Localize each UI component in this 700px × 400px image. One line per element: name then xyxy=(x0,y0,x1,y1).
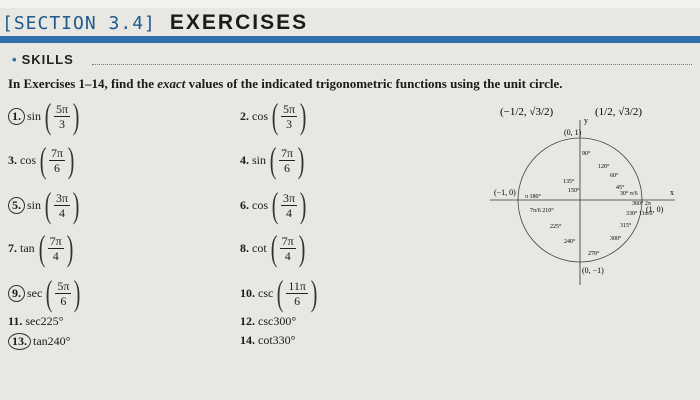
right-paren: ) xyxy=(299,96,307,136)
function-name: sin xyxy=(27,197,42,212)
angle-fraction xyxy=(286,279,308,308)
point-270: (0, −1) xyxy=(582,266,604,275)
numerator: 7π xyxy=(281,233,294,248)
problem-number: 5. xyxy=(8,197,25,214)
left-paren: ( xyxy=(44,96,52,136)
denominator: 4 xyxy=(59,205,66,220)
problem-item xyxy=(8,187,82,223)
right-paren: ) xyxy=(310,273,318,313)
left-paren: ( xyxy=(44,185,52,225)
left-paren: ( xyxy=(277,273,284,313)
function-name: cos xyxy=(252,197,268,212)
angle-fraction xyxy=(281,102,297,131)
function-name: csc xyxy=(258,285,274,300)
numerator: 5π xyxy=(283,101,296,116)
angle-120: 120° xyxy=(598,164,610,170)
problem-item xyxy=(240,333,295,348)
denominator: 6 xyxy=(294,293,301,308)
denominator: 6 xyxy=(60,293,67,308)
problem-expression: sec225° xyxy=(25,314,64,328)
numerator: 5π xyxy=(56,101,69,116)
angle-fraction xyxy=(54,191,70,220)
problem-item xyxy=(240,275,320,311)
problem-number: 13. xyxy=(8,333,31,350)
denominator: 3 xyxy=(59,116,66,131)
problem-number: 7. xyxy=(8,240,17,255)
angle-240: 240° xyxy=(564,239,576,245)
problem-item xyxy=(8,142,77,178)
left-paren: ( xyxy=(38,228,45,268)
page-title: EXERCISES xyxy=(169,11,309,34)
right-paren: ) xyxy=(298,228,306,268)
angle-60: 60° xyxy=(610,173,619,179)
problem-number: 3. xyxy=(8,152,17,167)
angle-fraction xyxy=(281,191,297,220)
numerator: 3π xyxy=(283,190,296,205)
numerator: 7π xyxy=(281,145,294,160)
angle-fraction xyxy=(280,234,296,263)
point-90: (0, 1) xyxy=(564,128,582,137)
problem-item xyxy=(240,314,296,329)
left-paren: ( xyxy=(46,273,53,313)
right-paren: ) xyxy=(72,185,80,225)
problem-item xyxy=(8,98,82,134)
left-paren: ( xyxy=(269,140,277,180)
angle-330: 330° 11π/6 xyxy=(626,211,653,217)
x-axis-label: x xyxy=(670,188,674,197)
function-name: cos xyxy=(252,108,268,123)
angle-225: 225° xyxy=(550,224,562,230)
angle-270: 270° xyxy=(588,251,600,257)
numerator: 11π xyxy=(288,278,306,293)
angle-300: 300° xyxy=(610,236,622,242)
problem-item xyxy=(240,187,309,223)
unit-circle-diagram xyxy=(470,95,690,300)
left-paren: ( xyxy=(39,140,47,180)
right-paren: ) xyxy=(74,273,81,313)
angle-210: 7π/6 210° xyxy=(530,208,554,214)
angle-fraction xyxy=(48,234,64,263)
point-0: (1, 0) xyxy=(646,205,664,214)
problem-item xyxy=(8,333,70,350)
problem-item xyxy=(240,142,307,178)
angle-fraction xyxy=(49,146,65,175)
function-name: cos xyxy=(20,152,36,167)
denominator: 4 xyxy=(52,248,59,263)
problem-item xyxy=(8,314,63,329)
function-name: cot xyxy=(252,240,267,255)
y-axis-label: y xyxy=(584,116,588,125)
angle-150: 150° xyxy=(568,188,580,194)
bullet-icon: • xyxy=(12,52,18,67)
section-header xyxy=(0,8,700,38)
left-paren: ( xyxy=(271,96,279,136)
angle-315: 315° xyxy=(620,223,632,229)
problem-expression: tan240° xyxy=(33,334,71,348)
problem-item xyxy=(8,230,76,266)
function-name: tan xyxy=(20,240,35,255)
angle-fraction xyxy=(55,279,71,308)
function-name: sin xyxy=(252,152,267,167)
problem-number: 12. xyxy=(240,314,255,328)
problem-number: 10. xyxy=(240,285,255,300)
point-60: (1/2, √3/2) xyxy=(595,106,642,118)
angle-30: 30° π/6 xyxy=(620,191,638,197)
problem-expression: cot330° xyxy=(258,333,296,347)
denominator: 6 xyxy=(54,160,61,175)
problem-number: 11. xyxy=(8,314,23,328)
point-180: (−1, 0) xyxy=(494,188,516,197)
right-paren: ) xyxy=(67,140,75,180)
denominator: 6 xyxy=(284,160,291,175)
angle-fraction xyxy=(279,146,295,175)
denominator: 4 xyxy=(284,248,291,263)
instructions: In Exercises 1–14, find the exact values of the indicated trigonometric functions using the unit circle. xyxy=(8,76,563,91)
right-paren: ) xyxy=(72,96,80,136)
angle-90: 90° xyxy=(582,151,591,157)
denominator: 3 xyxy=(286,116,293,131)
problem-expression: csc300° xyxy=(258,314,297,328)
angle-180: π 180° xyxy=(525,194,541,200)
problem-item xyxy=(240,98,309,134)
problem-item xyxy=(8,275,83,311)
right-paren: ) xyxy=(297,140,305,180)
problem-item xyxy=(240,230,308,266)
left-paren: ( xyxy=(271,185,279,225)
problem-number: 2. xyxy=(240,108,249,123)
section-number: [SECTION 3.4] xyxy=(2,12,156,34)
dotted-divider xyxy=(92,64,692,65)
angle-135: 135° xyxy=(563,179,575,185)
page-top-strip xyxy=(0,0,700,8)
right-paren: ) xyxy=(66,228,74,268)
problem-number: 9. xyxy=(8,285,25,302)
problem-number: 4. xyxy=(240,152,249,167)
angle-360: 360° 2π xyxy=(632,201,651,207)
function-name: sin xyxy=(27,108,42,123)
point-120: (−1/2, √3/2) xyxy=(500,106,554,118)
angle-fraction xyxy=(54,102,70,131)
right-paren: ) xyxy=(299,185,307,225)
function-name: sec xyxy=(27,285,43,300)
numerator: 3π xyxy=(56,190,69,205)
denominator: 4 xyxy=(286,205,293,220)
problem-number: 6. xyxy=(240,197,249,212)
left-paren: ( xyxy=(270,228,277,268)
numerator: 7π xyxy=(51,145,64,160)
angle-45: 45° xyxy=(616,185,625,191)
skills-heading: • SKILLS xyxy=(12,52,74,67)
problem-number: 14. xyxy=(240,333,255,347)
numerator: 5π xyxy=(57,278,70,293)
header-rule xyxy=(0,36,700,43)
numerator: 7π xyxy=(49,233,62,248)
problem-number: 8. xyxy=(240,240,249,255)
problem-number: 1. xyxy=(8,108,25,125)
